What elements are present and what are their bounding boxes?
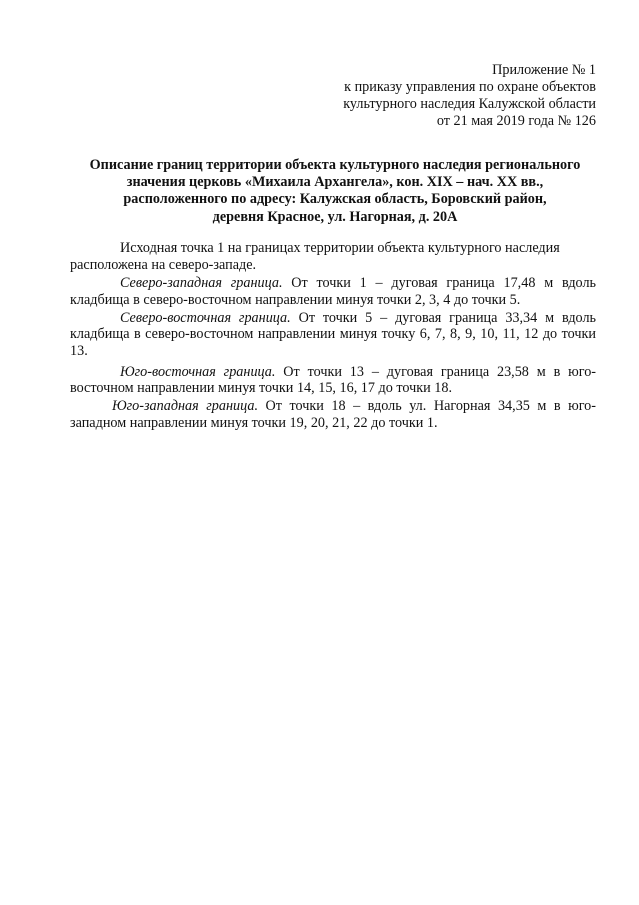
paragraph-line: От точки 13 – дуговая граница 23,58 м в юго- bbox=[275, 363, 597, 380]
title-line: деревня Красное, ул. Нагорная, д. 20А bbox=[212, 208, 458, 225]
border-label-northeast: Северо-восточная граница. bbox=[120, 309, 291, 326]
paragraph-line: От точки 1 – дуговая граница 17,48 м вдоль bbox=[282, 275, 596, 292]
appendix-authority: культурного наследия Калужской области bbox=[343, 96, 596, 112]
border-label-southeast: Юго-восточная граница. bbox=[120, 363, 276, 380]
title-line: Описание границ территории объекта культурного наследия регионального bbox=[89, 157, 581, 173]
paragraph-line: 13. bbox=[70, 343, 88, 360]
paragraph-line: восточном направлении минуя точки 14, 15, 16, 17 до точки 18. bbox=[70, 380, 453, 397]
paragraph-line: Исходная точка 1 на границах территории объекта культурного наследия bbox=[120, 240, 560, 256]
paragraph-line: От точки 18 – вдоль ул. Нагорная 34,35 м в юго- bbox=[258, 398, 596, 415]
paragraph-line: расположена на северо-западе. bbox=[70, 256, 257, 273]
border-label-northwest: Северо-западная граница. bbox=[120, 275, 283, 292]
paragraph-northwest-border bbox=[70, 275, 596, 308]
paragraph-line: кладбища в северо-восточном направлении минуя точку 6, 7, 8, 9, 10, 11, 12 до точки bbox=[70, 326, 596, 343]
document-body bbox=[70, 240, 597, 433]
paragraph-southeast-border bbox=[70, 363, 597, 397]
appendix-header bbox=[343, 62, 596, 130]
paragraph-start-point bbox=[70, 240, 596, 273]
paragraph-line: От точки 5 – дуговая граница 33,34 м вдоль bbox=[290, 309, 596, 326]
paragraph-line: западном направлении минуя точки 19, 20, 21, 22 до точки 1. bbox=[70, 414, 438, 431]
paragraph-southwest-border bbox=[70, 398, 596, 431]
paragraph-line: кладбища в северо-восточном направлении минуя точки 2, 3, 4 до точки 5. bbox=[70, 291, 521, 308]
paragraph-northeast-border bbox=[70, 309, 596, 360]
appendix-date: от 21 мая 2019 года № 126 bbox=[436, 113, 596, 129]
appendix-number: Приложение № 1 bbox=[492, 62, 596, 78]
border-label-southwest: Юго-западная граница. bbox=[112, 398, 258, 415]
document-title bbox=[70, 157, 600, 226]
appendix-order-ref: к приказу управления по охране объектов bbox=[344, 79, 596, 95]
title-line: расположенного по адресу: Калужская область, Боровский район, bbox=[123, 191, 547, 208]
title-line: значения церковь «Михаила Архангела», кон. XIX – нач. XX вв., bbox=[126, 174, 544, 191]
